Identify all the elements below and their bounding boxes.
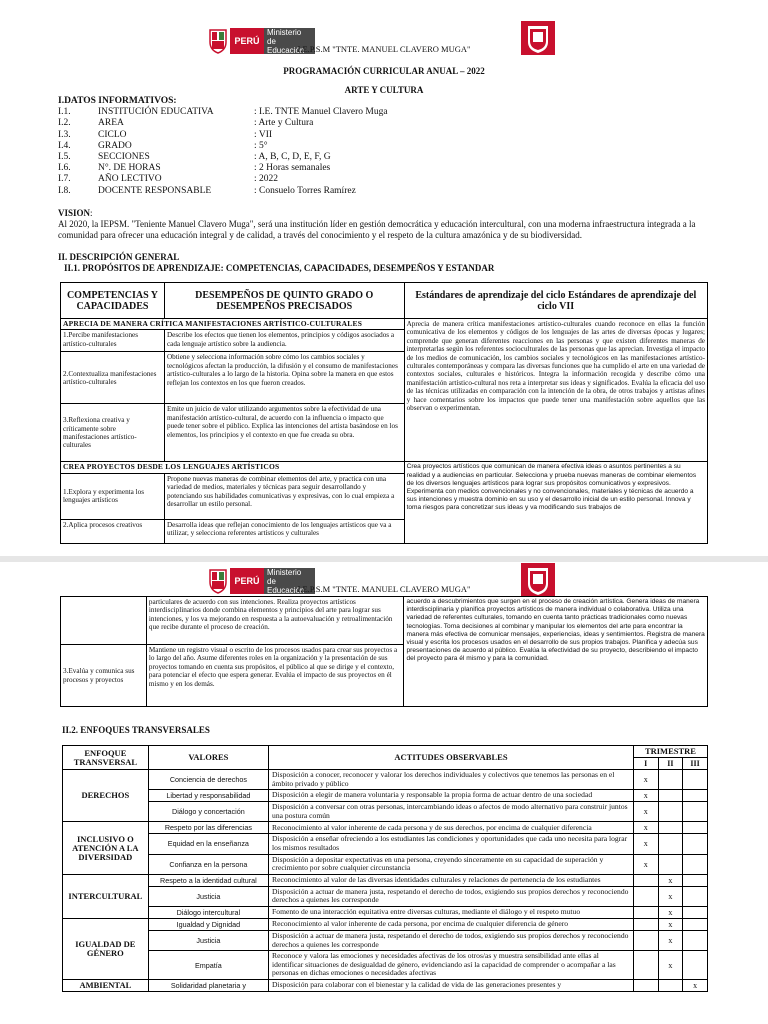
document-page-2: [0, 562, 768, 1024]
desempeno-cell: particulares de acuerdo con sus intenciones. Realiza proyectos artísticos interdisciplinarios donde combina elementos y principios del arte para lograr sus intenciones, y los va mejorando en respuesta a la autoevaluación y retroalimentación que recibe durante el proceso de creación.: [146, 597, 404, 645]
school-name: I.E.P.S.M "TNTE. MANUEL CLAVERO MUGA": [297, 44, 471, 54]
valor-cell: Justicia: [148, 886, 268, 906]
trimestre-mark: [658, 790, 683, 802]
enfoque-cell: DERECHOS: [63, 770, 149, 822]
document-title: PROGRAMACIÓN CURRICULAR ANUAL – 2022: [283, 66, 485, 76]
section-2-1-heading: II.1. PROPÓSITOS DE APRENDIZAJE: COMPETENCIAS, CAPACIDADES, DESEMPEÑOS Y ESTANDAR: [64, 263, 495, 273]
trimestre-mark: x: [658, 918, 683, 930]
vision-label: VISION: [58, 208, 91, 218]
trimestre-mark: [683, 874, 708, 886]
trimestre-mark: [658, 854, 683, 874]
desempeno-cell: Desarrolla ideas que reflejan conocimiento de los lenguajes artísticos que va a utilizar, y selecciona referentes artísticos y culturales: [164, 519, 404, 543]
trimestre-mark: [683, 930, 708, 950]
valor-cell: Igualdad y Dignidad: [148, 918, 268, 930]
actitud-cell: Reconoce y valora las emociones y necesidades afectivas de los otros/as y muestra sensibilidad ante ellas al identificar situaciones de desigualdad de género, evidenciando así la capacidad de comprender o acompañar a las personas en dichas emociones o necesidades afectivas: [269, 951, 634, 980]
trimestre-mark: [658, 802, 683, 822]
trimestre-mark: x: [658, 906, 683, 918]
trimestre-mark: x: [633, 770, 658, 790]
competencia-heading: APRECIA DE MANERA CRÍTICA MANIFESTACIONES ARTÍSTICO-CULTURALES: [61, 319, 405, 330]
propositos-table: [60, 282, 708, 544]
capacidad-cell: 1.Explora y experimenta los lenguajes artísticos: [61, 473, 165, 519]
valor-cell: Confianza en la persona: [148, 854, 268, 874]
capacidad-cell: 1.Percibe manifestaciones artístico-culturales: [61, 330, 165, 352]
capacidad-cell: [61, 597, 147, 645]
info-row: I.4. GRADO : 5°: [58, 140, 268, 151]
actitud-cell: Disposición para colaborar con el bienestar y la calidad de vida de las generaciones presentes y: [269, 979, 634, 991]
trimestre-mark: [633, 906, 658, 918]
trimestre-mark: x: [633, 802, 658, 822]
estandar-cell: Aprecia de manera crítica manifestaciones artístico-culturales cuando reconoce en ellas la función comunicativa de los elementos y códigos de los lenguajes de las artes de diversas épocas y lugares; comprende que generan diferentes reacciones en las personas y que existen diferentes maneras de interpretarlas según los referentes socioculturales de las personas que las aprecian. Investiga el impacto de los medios de comunicación, los cambios sociales y tecnológicos en las manifestaciones artístico-culturales contemporáneas y compara las diversas funciones que ha cumplido el arte en una variedad de contextos sociales, culturales e históricos. Integra la información recogida y describe cómo una manifestación artístico-cultural nos reta a interpretar sus ideas y significados. Evalúa la eficacia del uso de las técnicas utilizadas en comparación con la intención de la obra, de otros trabajos y artistas afines y hace comentarios sobre los impactos que puede tener una manifestación sobre aquellos que las observan o experimentan.: [404, 319, 707, 462]
peru-label: PERÚ: [230, 28, 264, 54]
col-header-actitudes: ACTITUDES OBSERVABLES: [269, 746, 634, 770]
desempeno-cell: Obtiene y selecciona información sobre cómo los cambios sociales y tecnológicos afectan la producción, la difusión y el consumo de manifestaciones artístico-culturales a lo largo de la historia. Opina sobre la manera en que estos reflejan los contextos en los que fueron creados.: [164, 352, 404, 404]
estandar-cell: Crea proyectos artísticos que comunican de manera efectiva ideas o asuntos pertinentes a su realidad y a audiencias en particular. Selecciona y prueba nuevas maneras de combinar elementos de los diversos lenguajes artísticos para lograr sus propósitos comunicativos y expresivos. Experimenta con medios convencionales y no convencionales, materiales y técnicas de acuerdo a sus intenciones y muestra dominio en su uso y el desarrollo inicial de un estilo personal. Innova y toma riesgos para concretizar sus ideas y va modificando sus trabajos de: [404, 462, 707, 543]
enfoque-cell: IGUALDAD DE GÉNERO: [63, 918, 149, 979]
trimestre-mark: x: [633, 854, 658, 874]
enfoque-cell: AMBIENTAL: [63, 979, 149, 991]
actitud-cell: Disposición a conocer, reconocer y valorar los derechos individuales y colectivos que tenemos las personas en el ámbito privado y público: [269, 770, 634, 790]
valor-cell: Diálogo y concertación: [148, 802, 268, 822]
info-row: I.6. N°. DE HORAS : 2 Horas semanales: [58, 163, 331, 174]
trimestre-mark: [658, 770, 683, 790]
trimestre-mark: [683, 918, 708, 930]
trimestre-mark: x: [633, 834, 658, 854]
trimestre-mark: [683, 951, 708, 980]
trimestre-mark: [683, 790, 708, 802]
trimestre-mark: [683, 802, 708, 822]
col-header-tri-2: II: [658, 758, 683, 770]
trimestre-mark: [633, 886, 658, 906]
trimestre-mark: [683, 834, 708, 854]
trimestre-mark: [683, 854, 708, 874]
valor-cell: Respeto por las diferencias: [148, 822, 268, 834]
info-row: I.1. INSTITUCIÓN EDUCATIVA : I.E. TNTE Manuel Clavero Muga: [58, 107, 388, 118]
desempeno-cell: Mantiene un registro visual o escrito de los procesos usados para crear sus proyectos a lo largo del año. Asume diferentes roles en la organización y la presentación de sus proyectos tomando en cuenta sus propósitos, el público al que se dirige y el contexto, para potenciar el efecto que espera generar. Evalúa el impacto de sus proyectos en él mismo y en los demás.: [146, 645, 404, 707]
capacidad-cell: 2.Contextualiza manifestaciones artístico-culturales: [61, 352, 165, 404]
info-row: I.3. CICLO : VII: [58, 129, 273, 140]
datos-informativos: [58, 96, 674, 197]
trimestre-mark: [658, 822, 683, 834]
valor-cell: Justicia: [148, 930, 268, 950]
estandar-cell: acuerdo a descubrimientos que surgen en el proceso de creación artística. Genera ideas de manera interdisciplinaria y planifica proyectos artísticos de manera individual o colaborativa. Utiliza una variedad de referentes culturales, tomando en cuenta tanto prácticas tradicionales como nuevas tecnologías. Toma decisiones al combinar y manipular los elementos del arte para encontrar la manera más efectiva de comunicar mensajes, experiencias, ideas y sentimientos. Registra de manera visual y escrita los procesos usados en el desarrollo de sus propios trabajos. Planifica y adecúa sus presentaciones de acuerdo al público. Evalúa la efectividad de su proyecto, describiendo el impacto del proyecto para él mismo y para la comunidad.: [404, 597, 708, 707]
vision-text: Al 2020, la IEPSM. "Teniente Manuel Clavero Muga", será una institución líder en gestión democrática y educación intercultural, con una moderna infraestructura integrada a la comunidad para ofrecer una educación integral y de calidad, a través del conocimiento y el respeto de la cultura amazónica y de su biodiversidad.: [58, 219, 696, 240]
trimestre-mark: x: [658, 886, 683, 906]
desempeno-cell: Propone nuevas maneras de combinar elementos del arte, y practica con una variedad de medios, materiales y técnicas para seguir desarrollando y potenciando sus habilidades comunicativas y expresivas, con lo cual empieza a desarrollar un estilo personal.: [164, 473, 404, 519]
actitud-cell: Disposición a actuar de manera justa, respetando el derecho de todos, exigiendo sus propios derechos y reconociendo derechos a quienes les corresponde: [269, 886, 634, 906]
capacidad-cell: 3.Evalúa y comunica sus procesos y proyectos: [61, 645, 147, 707]
trimestre-mark: [633, 918, 658, 930]
competencia-heading: CREA PROYECTOS DESDE LOS LENGUAJES ARTÍSTICOS: [61, 462, 405, 473]
trimestre-mark: [633, 979, 658, 991]
trimestre-mark: x: [658, 951, 683, 980]
actitud-cell: Disposición a conversar con otras personas, intercambiando ideas o afectos de modo alternativo para construir juntos una postura común: [269, 802, 634, 822]
trimestre-mark: x: [658, 874, 683, 886]
info-row: I.5. SECCIONES : A, B, C, D, E, F, G: [58, 152, 331, 163]
actitud-cell: Disposición a depositar expectativas en una persona, creyendo sinceramente en su capacidad de superación y crecimiento por sobre cualquier circunstancia: [269, 854, 634, 874]
info-row: I.7. AÑO LECTIVO : 2022: [58, 174, 279, 185]
actitud-cell: Reconocimiento al valor inherente de cada persona, por encima de cualquier diferencia de género: [269, 918, 634, 930]
valor-cell: Equidad en la enseñanza: [148, 834, 268, 854]
col-header-trimestre: TRIMESTRE: [633, 746, 707, 758]
actitud-cell: Disposición a actuar de manera justa, respetando el derecho de todos, exigiendo sus propios derechos y reconociendo derechos a quienes les corresponde: [269, 930, 634, 950]
trimestre-mark: [633, 930, 658, 950]
col-header-estandares: Estándares de aprendizaje del ciclo Estándares de aprendizaje del ciclo VII: [404, 283, 707, 319]
trimestre-mark: [683, 886, 708, 906]
propositos-table-continued: [60, 596, 708, 707]
desempeno-cell: Describe los efectos que tienen los elementos, principios y códigos asociados a cada lenguaje artístico sobre la audiencia.: [164, 330, 404, 352]
actitud-cell: Reconocimiento al valor de las diversas identidades culturales y relaciones de pertenencia de los estudiantes: [269, 874, 634, 886]
enfoques-table: [62, 745, 708, 992]
trimestre-mark: x: [633, 822, 658, 834]
col-header-valores: VALORES: [148, 746, 268, 770]
trimestre-mark: [683, 906, 708, 918]
valor-cell: Libertad y responsabilidad: [148, 790, 268, 802]
valor-cell: Empatía: [148, 951, 268, 980]
school-crest-icon: [520, 20, 556, 56]
valor-cell: Conciencia de derechos: [148, 770, 268, 790]
school-crest-icon: [520, 562, 556, 598]
col-header-desempenos: DESEMPEÑOS DE QUINTO GRADO O DESEMPEÑOS PRECISADOS: [164, 283, 404, 319]
section-2-heading: II. DESCRIPCIÓN GENERAL: [58, 252, 180, 262]
enfoque-cell: INTERCULTURAL: [63, 874, 149, 918]
trimestre-mark: [683, 822, 708, 834]
vision-block: VISION: Al 2020, la IEPSM. "Teniente Manuel Clavero Muga", será una institución líder en gestión democrática y educación intercultural, con una moderna infraestructura integrada a la comunidad para ofrecer una educación integral y de calidad, a través del conocimiento y el respeto de la cultura amazónica y de su biodiversidad.: [58, 208, 718, 241]
trimestre-mark: [633, 874, 658, 886]
col-header-competencias: COMPETENCIAS Y CAPACIDADES: [61, 283, 165, 319]
document-subtitle: ARTE Y CULTURA: [344, 85, 424, 95]
info-row: I.2. AREA : Arte y Cultura: [58, 118, 314, 129]
trimestre-mark: x: [658, 930, 683, 950]
ministerio-label: Ministerio de Educación: [264, 568, 315, 594]
col-header-tri-3: III: [683, 758, 708, 770]
actitud-cell: Reconocimiento al valor inherente de cada persona y de sus derechos, por encima de cualquier diferencia: [269, 822, 634, 834]
trimestre-mark: [683, 770, 708, 790]
school-name: I.E.P.S.M "TNTE. MANUEL CLAVERO MUGA": [297, 584, 471, 594]
trimestre-mark: x: [683, 979, 708, 991]
valor-cell: Respeto a la identidad cultural: [148, 874, 268, 886]
trimestre-mark: [633, 951, 658, 980]
info-row: I.8. DOCENTE RESPONSABLE : Consuelo Torres Ramírez: [58, 185, 356, 196]
trimestre-mark: x: [633, 790, 658, 802]
enfoque-cell: INCLUSIVO O ATENCIÓN A LA DIVERSIDAD: [63, 822, 149, 874]
capacidad-cell: 2.Aplica procesos creativos: [61, 519, 165, 543]
valor-cell: Solidaridad planetaria y: [148, 979, 268, 991]
valor-cell: Diálogo intercultural: [148, 906, 268, 918]
actitud-cell: Fomento de una interacción equitativa entre diversas culturas, mediante el diálogo y el respeto mutuo: [269, 906, 634, 918]
ministerio-label: Ministerio de Educación: [264, 28, 315, 54]
peru-label: PERÚ: [230, 568, 264, 594]
trimestre-mark: [658, 979, 683, 991]
enfoques-heading: II.2. ENFOQUES TRANSVERSALES: [62, 725, 210, 735]
trimestre-mark: [658, 834, 683, 854]
datos-heading: I.DATOS INFORMATIVOS:: [58, 96, 177, 106]
desempeno-cell: Emite un juicio de valor utilizando argumentos sobre la efectividad de una manifestación artístico-cultural, de acuerdo con la influencia o impacto que puede tener sobre el público. Explica las intenciones del artista basándose en los elementos, los principios y el contexto en que fue creada su obra.: [164, 404, 404, 462]
capacidad-cell: 3.Reflexiona creativa y críticamente sobre manifestaciones artístico-culturales: [61, 404, 165, 462]
actitud-cell: Disposición a enseñar ofreciendo a los estudiantes las condiciones y oportunidades que cada uno necesita para lograr los mismos resultados: [269, 834, 634, 854]
col-header-tri-1: I: [633, 758, 658, 770]
actitud-cell: Disposición a elegir de manera voluntaria y responsable la propia forma de actuar dentro de una sociedad: [269, 790, 634, 802]
col-header-enfoque: ENFOQUE TRANSVERSAL: [63, 746, 149, 770]
